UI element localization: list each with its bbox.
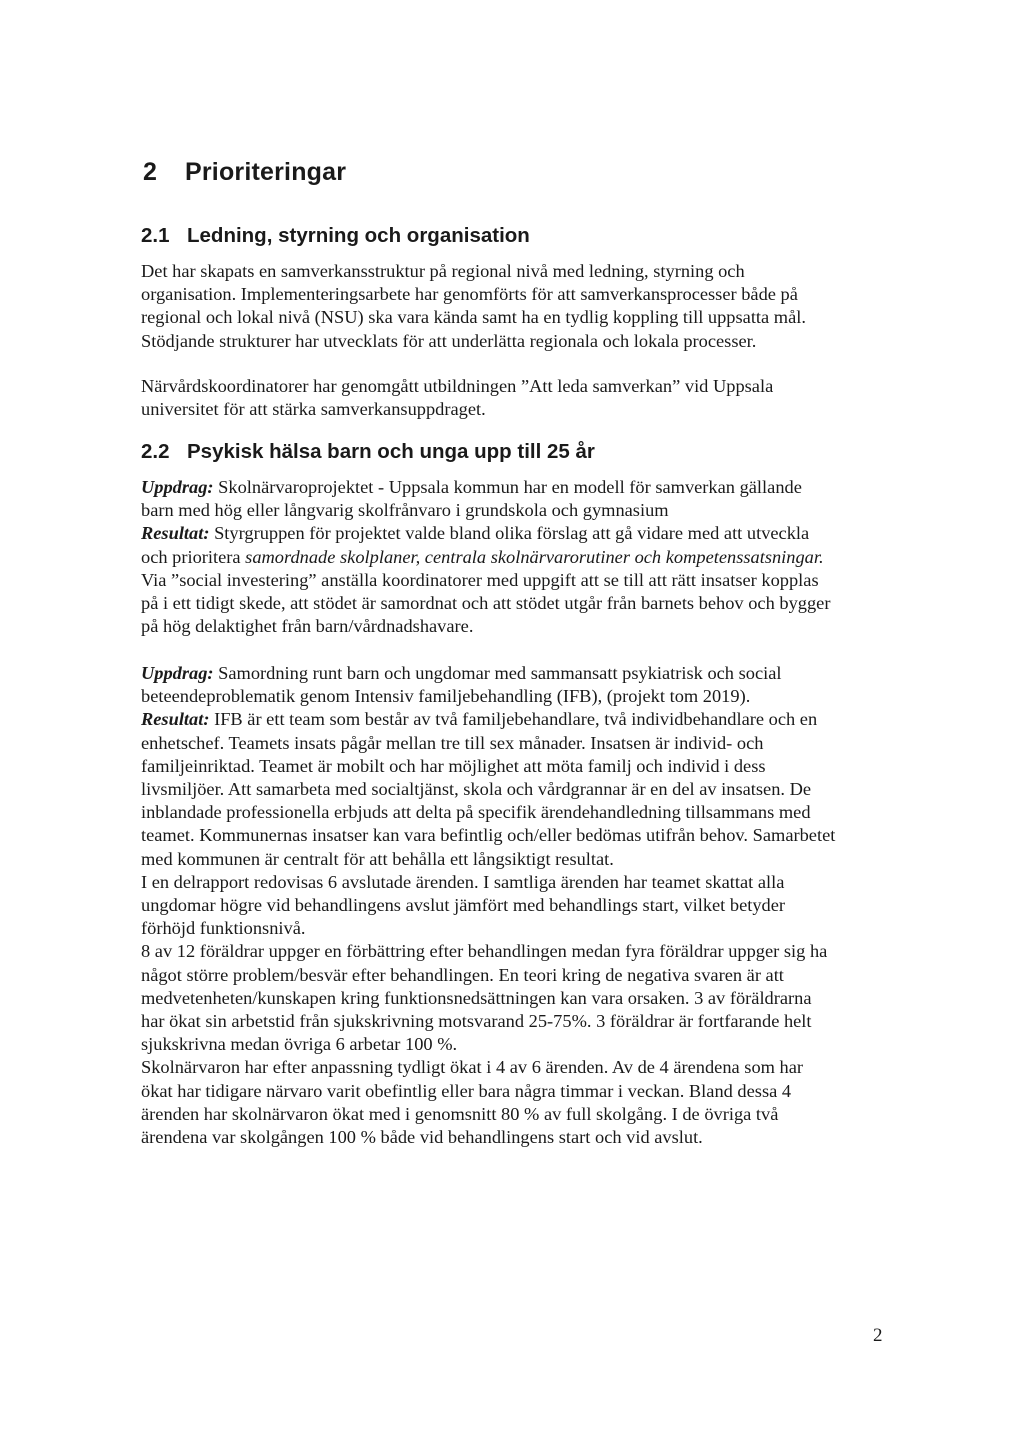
text-line: I en delrapport redovisas 6 avslutade ärenden. I samtliga ärenden har teamet skattat alla	[141, 871, 785, 892]
text-line: på i ett tidigt skede, att stödet är samordnat och att stödet utgår från barnets behov och bygger	[141, 593, 831, 614]
text-line	[141, 546, 901, 569]
heading-prioriteringar	[143, 158, 346, 187]
text-line: på hög delaktighet från barn/vårdnadshavare.	[141, 616, 474, 637]
section-2-2-block-2	[141, 662, 901, 1149]
text-line: ungdomar högre vid behandlingens avslut jämfört med behandlings start, vilket betyder	[141, 895, 786, 916]
section-2-1-paragraph-2	[141, 375, 901, 421]
text-line: universitet för att stärka samverkansuppdraget.	[141, 399, 486, 420]
text-line: organisation. Implementeringsarbete har genomförts för att samverkansprocesser både på	[141, 284, 798, 305]
text-line: sjukskrivna medan övriga 6 arbetar 100 %.	[141, 1034, 458, 1055]
text-line: något större problem/besvär efter behandlingen. En teori kring de negativa svaren är att	[141, 964, 784, 985]
italic-text-run: samordnade skolplaner, centrala skolnärvarorutiner och kompetenssatsningar.	[245, 546, 824, 567]
heading-title: Prioriteringar	[185, 158, 347, 186]
section-2-2-block-1	[141, 476, 901, 638]
uppdrag-label: Uppdrag:	[141, 477, 214, 497]
section-2-1-number: 2.1	[141, 224, 170, 247]
text-line: barn med hög eller långvarig skolfrånvaro i grundskola och gymnasium	[141, 500, 669, 521]
section-2-1-paragraph-1	[141, 260, 901, 353]
text-run: IFB är ett team som består av två familjebehandlare, två individbehandlare och en	[209, 709, 818, 730]
text-line: Skolnärvaron har efter anpassning tydligt ökat i 4 av 6 ärenden. Av de 4 ärendena som har	[141, 1057, 804, 1078]
text-line: har ökat sin arbetstid från sjukskrivning motsvarand 25-75%. 3 föräldrar är fortfarande helt	[141, 1011, 812, 1032]
text-line: Stödjande strukturer har utvecklats för att underlätta regionala och lokala processer.	[141, 330, 757, 351]
section-2-2-heading	[141, 440, 595, 464]
text-run: och prioritera	[141, 546, 246, 567]
text-line: Närvårdskoordinatorer har genomgått utbildningen ”Att leda samverkan” vid Uppsala	[141, 376, 774, 396]
text-line: medvetenheten/kunskapen kring funktionsnedsättningen kan vara orsaken. 3 av föräldrarna	[141, 987, 812, 1008]
resultat-line	[141, 522, 901, 545]
section-2-2-number: 2.2	[141, 440, 170, 463]
text-line: förhöjd funktionsnivå.	[141, 918, 306, 939]
text-line: Via ”social investering” anställa koordinatorer med uppgift att se till att rätt insatser kopplas	[141, 569, 819, 590]
uppdrag-line	[141, 476, 901, 499]
uppdrag-line	[141, 662, 901, 685]
page-number: 2	[873, 1325, 883, 1346]
section-2-1-title: Ledning, styrning och organisation	[187, 224, 530, 247]
resultat-line	[141, 708, 901, 731]
text-line: ärendena var skolgången 100 % både vid behandlingens start och vid avslut.	[141, 1127, 703, 1148]
uppdrag-label: Uppdrag:	[141, 663, 214, 683]
section-2-1-heading	[141, 224, 530, 248]
text-run: Styrgruppen för projektet valde bland olika förslag att gå vidare med att utveckla	[209, 523, 810, 544]
resultat-label: Resultat:	[141, 709, 210, 730]
heading-number: 2	[143, 158, 158, 186]
text-line: Det har skapats en samverkansstruktur på regional nivå med ledning, styrning och	[141, 261, 745, 281]
text-line: beteendeproblematik genom Intensiv familjebehandling (IFB), (projekt tom 2019).	[141, 686, 751, 707]
text-line: inblandade professionella erbjuds att delta på specifik ärendehandledning tillsammans med	[141, 802, 811, 823]
text-line: ärenden har skolnärvaron ökat med i genomsnitt 80 % av full skolgång. I de övriga två	[141, 1103, 779, 1124]
section-2-2-title: Psykisk hälsa barn och unga upp till 25 år	[187, 440, 595, 463]
text-line: 8 av 12 föräldrar uppger en förbättring efter behandlingen medan fyra föräldrar uppger sig ha	[141, 941, 828, 962]
text-run: Samordning runt barn och ungdomar med sammansatt psykiatrisk och social	[213, 663, 782, 683]
resultat-label: Resultat:	[141, 523, 210, 544]
text-line: med kommunen är centralt för att behålla ett långsiktigt resultat.	[141, 848, 614, 869]
text-line: ökat har tidigare närvaro varit obefintlig eller bara några timmar i veckan. Bland dessa 4	[141, 1080, 792, 1101]
text-line: livsmiljöer. Att samarbeta med socialtjänst, skola och vårdgrannar är en del av insatsen. De	[141, 779, 812, 800]
text-line: enhetschef. Teamets insats pågår mellan tre till sex månader. Insatsen är individ- och	[141, 732, 764, 753]
text-line: regional och lokal nivå (NSU) ska vara kända samt ha en tydlig koppling till uppsatta mål.	[141, 307, 806, 328]
text-line: familjeinriktad. Teamet är mobilt och har möjlighet att möta familj och individ i dess	[141, 755, 766, 776]
text-run: Skolnärvaroprojektet - Uppsala kommun har en modell för samverkan gällande	[213, 477, 802, 497]
text-line: teamet. Kommunernas insatser kan vara befintlig och/eller bedömas utifrån behov. Samarbetet	[141, 825, 836, 846]
